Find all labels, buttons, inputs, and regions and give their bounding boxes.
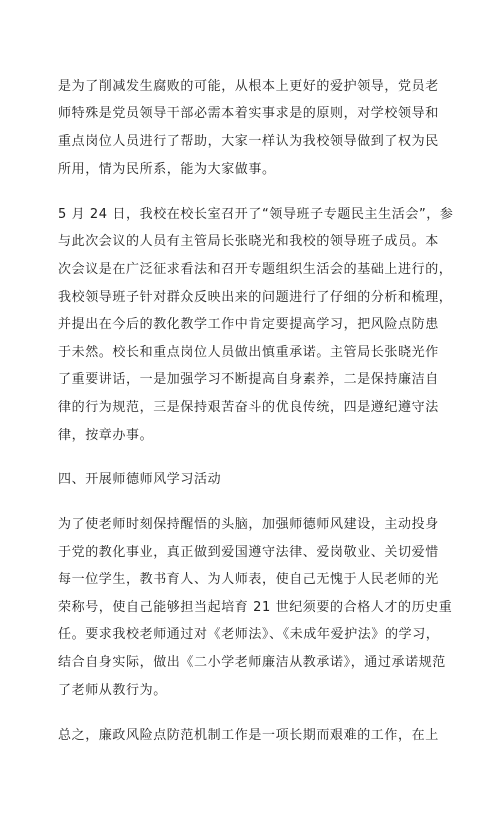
text-line: 任。要求我校老师通过对《老师法》、《未成年爱护法》的学习，: [58, 627, 440, 642]
text-line: 律的行为规范，三是保持艰苦奋斗的优良传统，四是遵纪遵守法: [58, 400, 439, 415]
text-line: 师特殊是党员领导干部必需本着实事求是的原则，对学校领导和: [58, 106, 439, 121]
text-line: 于未然。校长和重点岗位人员做出慎重承诺。主管局长张晓光作: [58, 345, 439, 360]
section-heading: 四、开展师德师风学习活动: [58, 472, 222, 487]
text-line: 荣称号，使自己能够担当起培育 21 世纪须要的合格人才的历史重: [58, 600, 453, 615]
text-line: 每一位学生，教书育人、为人师表，使自己无愧于人民老师的光: [58, 572, 439, 587]
text-line: 是为了削减发生腐败的可能，从根本上更好的爱护领导，党员老: [58, 79, 439, 94]
text-line: 我校领导班子针对群众反映出来的问题进行了仔细的分析和梳理，: [58, 290, 453, 305]
text-line: 了重要讲话，一是加强学习不断提高自身素养，二是保持廉洁自: [58, 372, 439, 387]
text-line: 了老师从教行为。: [58, 683, 167, 698]
text-line: 律，按章办事。: [58, 428, 154, 443]
text-line: 结合自身实际，做出《二小学老师廉洁从教承诺》，通过承诺规范: [58, 655, 446, 670]
text-line: 5 月 24 日，我校在校长室召开了“领导班子专题民主生活会”，参: [58, 207, 454, 222]
text-line: 重点岗位人员进行了帮助，大家一样认为我校领导做到了权为民: [58, 134, 439, 149]
text-line: 并提出在今后的教化教学工作中肯定要提高学习，把风险点防患: [58, 317, 439, 332]
text-line: 总之，廉政风险点防范机制工作是一项长期而艰难的工作，在上: [58, 728, 439, 743]
text-line: 为了使老师时刻保持醒悟的头脑，加强师德师风建设，主动投身: [58, 517, 439, 532]
text-line: 次会议是在广泛征求看法和召开专题组织生活会的基础上进行的，: [58, 262, 453, 277]
text-line: 与此次会议的人员有主管局长张晓光和我校的领导班子成员。本: [58, 234, 439, 249]
text-line: 所用，情为民所系，能为大家做事。: [58, 162, 276, 177]
text-line: 于党的教化事业，真正做到爱国遵守法律、爱岗敬业、关切爱惜: [58, 545, 439, 560]
